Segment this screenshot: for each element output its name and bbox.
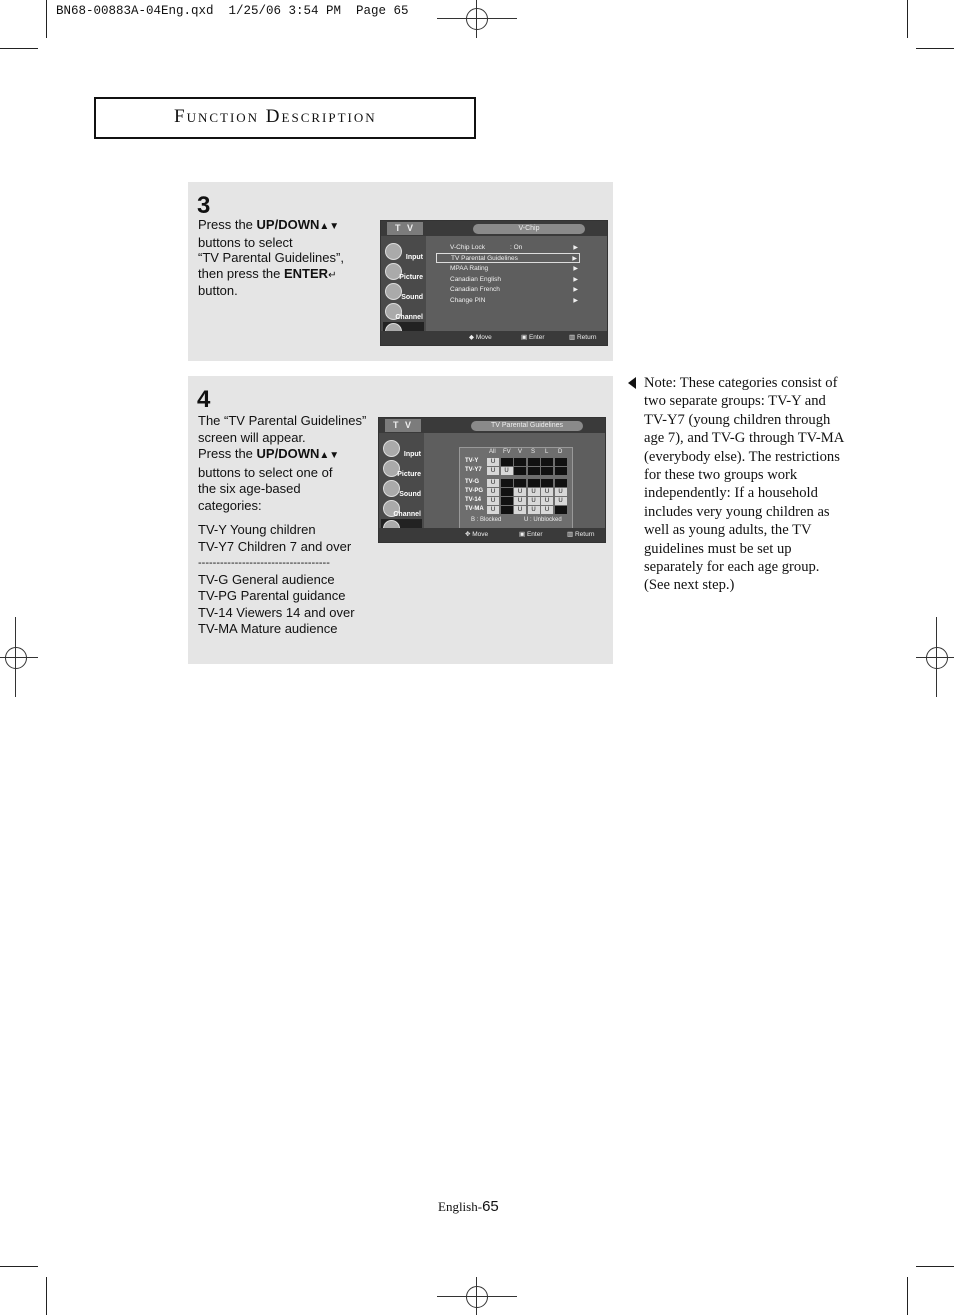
side-item-sound	[383, 282, 424, 301]
screen-top-bar	[379, 418, 605, 433]
row-label: TV-PG	[465, 488, 484, 494]
row-label: TV-G	[465, 479, 480, 485]
rating-cell	[541, 458, 553, 466]
category-item: TV-MA Mature audience	[198, 621, 338, 636]
tv-label: T V	[387, 222, 423, 235]
move-icon: ✥	[465, 531, 473, 538]
up-down-arrows-icon: ▲▼	[319, 221, 340, 232]
registration-line	[437, 1296, 517, 1297]
step-number: 3	[197, 192, 211, 219]
note-pointer-icon	[628, 377, 636, 389]
registration-mark	[466, 1286, 488, 1308]
menu-label: TV Parental Guidelines	[451, 255, 518, 262]
screen-side-menu	[381, 236, 426, 331]
crop-mark	[46, 0, 47, 38]
rating-cell: U	[528, 497, 540, 505]
step-4-instructions	[198, 413, 383, 515]
rating-cell	[541, 467, 553, 475]
rating-cell: U	[514, 497, 526, 505]
registration-line	[916, 657, 954, 658]
crop-mark	[0, 48, 38, 49]
rating-cell	[541, 479, 553, 487]
menu-item-selected	[436, 253, 580, 263]
side-item-channel	[381, 499, 422, 518]
hint-label: Return	[574, 531, 595, 538]
legend-unblocked: U : Unblocked	[524, 517, 562, 523]
step-number: 4	[197, 386, 211, 413]
category-item: TV-PG Parental guidance	[198, 588, 346, 603]
side-item-picture	[383, 262, 424, 281]
legend-blocked: B : Blocked	[471, 517, 502, 523]
screen-title: TV Parental Guidelines	[471, 421, 583, 431]
category-item: TV-14 Viewers 14 and over	[198, 604, 355, 620]
hint-label: Move	[472, 531, 489, 538]
side-label: Picture	[399, 274, 423, 281]
hint-label: Move	[475, 334, 492, 341]
rating-cell: U	[528, 506, 540, 514]
sound-icon	[383, 480, 400, 497]
hint-label: Return	[576, 334, 597, 341]
button-name: UP/DOWN	[256, 446, 320, 462]
rating-cell: U	[514, 506, 526, 514]
enter-icon: ▣	[521, 334, 529, 341]
text: screen will appear.	[198, 429, 306, 445]
registration-mark	[5, 647, 27, 669]
text: Press the	[198, 446, 257, 462]
rating-cell: U	[487, 467, 499, 475]
menu-label: Canadian English	[450, 276, 501, 283]
text: categories:	[198, 497, 262, 513]
screen-bottom-bar	[381, 331, 607, 345]
category-item: TV-Y Young children	[198, 522, 316, 537]
section-title: Function Description	[174, 106, 377, 127]
screen-bottom-bar	[379, 528, 605, 542]
rating-cell	[501, 458, 513, 466]
rating-cell	[501, 488, 513, 496]
page-footer	[438, 1198, 499, 1215]
text: Press the	[198, 217, 257, 232]
footer-language: English-	[438, 1199, 483, 1214]
right-arrow-icon: ▶	[573, 277, 578, 283]
rating-cell: U	[487, 497, 499, 505]
right-arrow-icon: ▶	[573, 266, 578, 272]
rating-cell	[555, 458, 567, 466]
category-item: TV-G General audience	[198, 571, 335, 587]
rating-cell	[501, 497, 513, 505]
enter-hint	[521, 333, 545, 341]
menu-value: : On	[510, 244, 523, 251]
rating-cell	[528, 479, 540, 487]
side-label: Sound	[399, 491, 421, 498]
move-hint	[469, 333, 492, 341]
text: buttons to select one of	[198, 464, 333, 480]
right-arrow-icon: ▶	[573, 245, 578, 251]
right-arrow-icon: ▶	[573, 298, 578, 304]
rating-cell: U	[528, 488, 540, 496]
note-text: Note: These categories consist of two separate groups: TV-Y and TV-Y7 (young children through age 7), and TV-G through TV-MA (everybody else). The restrictions for these two groups work independently: If a household includes very young children as well as young adults, the TV guidelines must be set up separately for each age group. (See next step.)	[644, 375, 844, 594]
menu-item	[450, 285, 580, 295]
side-label: Channel	[395, 314, 423, 321]
side-label: Channel	[393, 511, 421, 518]
side-item-sound	[381, 479, 422, 498]
tv-screen-parental-guidelines	[378, 417, 606, 543]
registration-mark	[466, 8, 488, 30]
text: The “TV Parental Guidelines”	[198, 413, 367, 428]
category-item: TV-Y7 Children 7 and over	[198, 538, 352, 554]
return-icon: ▥	[567, 531, 575, 538]
step-4-panel	[188, 376, 613, 664]
rating-cell: U	[555, 488, 567, 496]
registration-line	[476, 1277, 477, 1315]
rating-cell: U	[487, 506, 499, 514]
enter-icon: ↵	[328, 269, 337, 281]
column-header: V	[518, 449, 523, 455]
rating-cell	[501, 479, 513, 487]
side-label: Input	[403, 451, 421, 458]
rating-cell	[528, 458, 540, 466]
step-3-instructions	[198, 217, 368, 299]
rating-cell	[514, 479, 526, 487]
rating-cell	[514, 467, 526, 475]
rating-cell	[514, 458, 526, 466]
rating-cell	[555, 506, 567, 514]
menu-item	[450, 275, 580, 285]
menu-label: Canadian French	[450, 286, 500, 293]
up-down-arrows-icon: ▲▼	[319, 450, 340, 462]
registration-line	[437, 18, 517, 19]
row-label: TV-Y	[465, 458, 479, 464]
page-number: 65	[482, 1198, 499, 1215]
button-name: UP/DOWN	[256, 217, 320, 232]
screen-side-menu	[379, 433, 424, 528]
rating-cell	[528, 467, 540, 475]
registration-line	[476, 0, 477, 38]
button-name: ENTER	[284, 265, 329, 281]
side-item-picture	[381, 459, 422, 478]
text: buttons to select	[198, 234, 293, 250]
return-hint	[567, 530, 594, 538]
enter-icon: ▣	[519, 531, 527, 538]
hint-label: Enter	[528, 334, 545, 341]
crop-mark	[46, 1277, 47, 1315]
print-slug: BN68-00883A-04Eng.qxd 1/25/06 3:54 PM Page 65	[56, 4, 409, 18]
move-hint	[465, 530, 488, 538]
side-label: Sound	[401, 294, 423, 301]
divider: ------------------------------------	[198, 557, 330, 569]
crop-mark	[0, 1266, 38, 1267]
text: the six age-based	[198, 481, 301, 497]
column-header: L	[545, 449, 549, 455]
return-hint	[569, 333, 596, 341]
menu-label: Change PIN	[450, 297, 486, 304]
text: then press the	[198, 265, 284, 281]
crop-mark	[907, 0, 908, 38]
input-icon	[385, 243, 402, 260]
screen-top-bar	[381, 221, 607, 236]
section-header	[94, 97, 476, 139]
rating-cell	[555, 467, 567, 475]
menu-item	[450, 296, 580, 306]
side-label: Picture	[397, 471, 421, 478]
text: button.	[198, 283, 238, 298]
rating-cell: U	[541, 506, 553, 514]
input-icon	[383, 440, 400, 457]
rating-cell: U	[514, 488, 526, 496]
row-label: TV-MA	[465, 506, 484, 512]
rating-cell: U	[487, 458, 499, 466]
rating-cell	[501, 506, 513, 514]
right-arrow-icon: ▶	[573, 287, 578, 293]
rating-cell: U	[487, 488, 499, 496]
move-icon: ◆	[469, 334, 476, 341]
crop-mark	[916, 48, 954, 49]
menu-item	[450, 264, 580, 274]
step-3-panel	[188, 182, 613, 361]
registration-mark	[926, 647, 948, 669]
side-item-input	[383, 242, 424, 261]
ratings-grid	[459, 447, 573, 529]
rating-cell: U	[501, 467, 513, 475]
side-item-input	[381, 439, 422, 458]
crop-mark	[916, 1266, 954, 1267]
rating-cell: U	[487, 479, 499, 487]
registration-line	[936, 617, 937, 697]
menu-item	[450, 243, 580, 253]
column-header: S	[531, 449, 536, 455]
side-item-channel	[383, 302, 424, 321]
text: “TV Parental Guidelines”,	[198, 250, 344, 265]
menu-label: V-Chip Lock	[450, 244, 486, 251]
rating-cell: U	[541, 497, 553, 505]
enter-hint	[519, 530, 543, 538]
row-label: TV-14	[465, 497, 482, 503]
side-label: Input	[405, 254, 423, 261]
menu-label: MPAA Rating	[450, 265, 489, 272]
crop-mark	[907, 1277, 908, 1315]
tv-screen-vchip	[380, 220, 608, 346]
column-header: All	[489, 449, 496, 455]
category-list	[198, 522, 383, 638]
right-arrow-icon: ▶	[572, 256, 577, 262]
column-header: D	[558, 449, 563, 455]
return-icon: ▥	[569, 334, 577, 341]
registration-line	[15, 617, 16, 697]
rating-cell	[555, 479, 567, 487]
column-header: FV	[503, 449, 511, 455]
screen-title: V-Chip	[473, 224, 585, 234]
rating-cell: U	[541, 488, 553, 496]
hint-label: Enter	[526, 531, 543, 538]
rating-cell: U	[555, 497, 567, 505]
tv-label: T V	[385, 419, 421, 432]
registration-line	[0, 657, 38, 658]
sound-icon	[385, 283, 402, 300]
row-label: TV-Y7	[465, 467, 482, 473]
